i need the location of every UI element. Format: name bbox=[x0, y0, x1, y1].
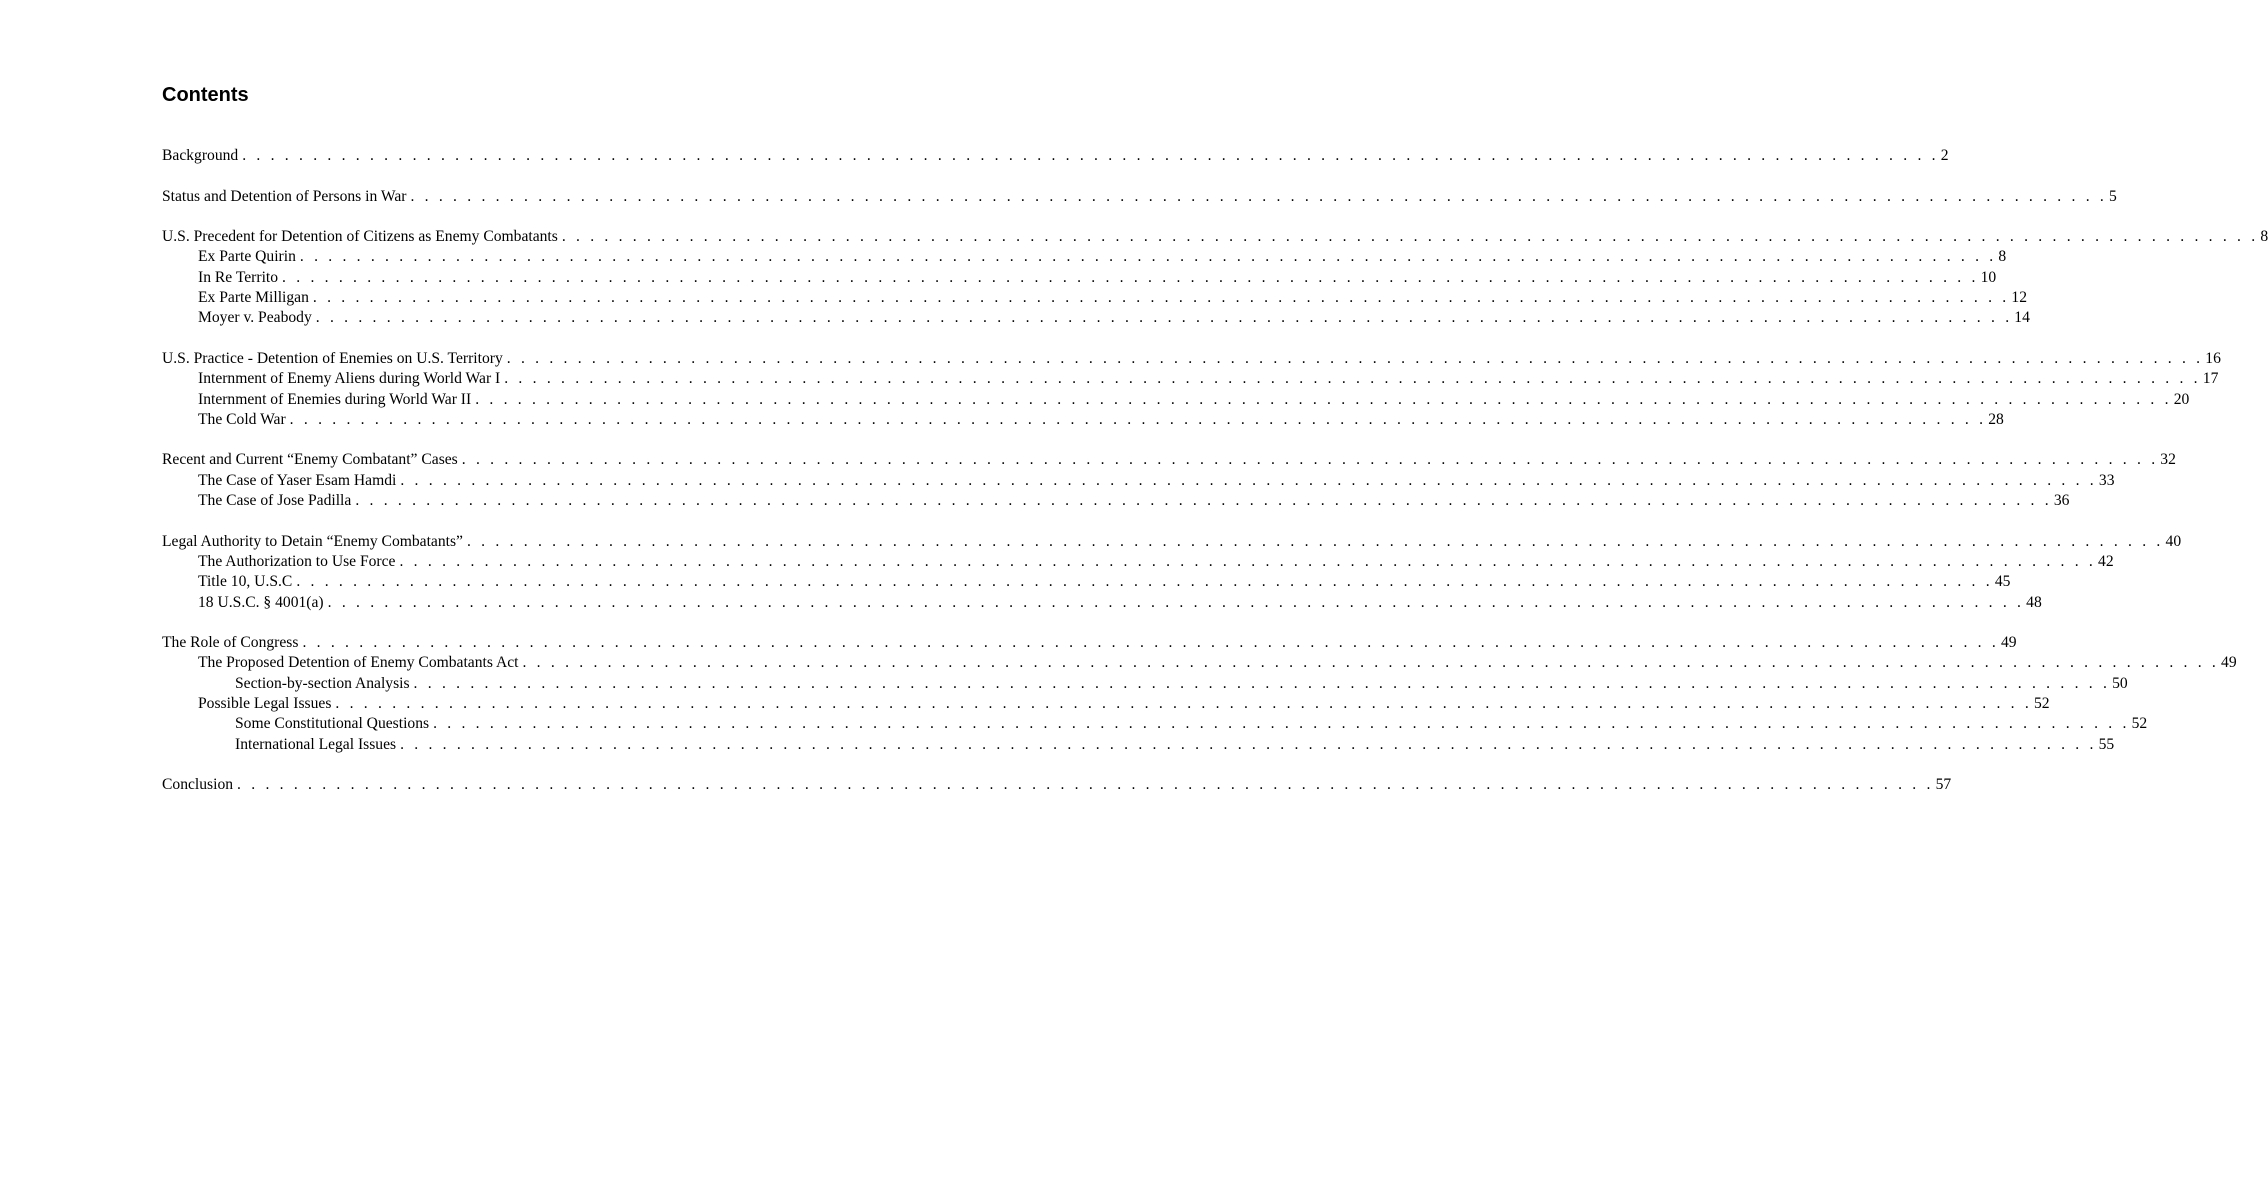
toc-entry-page-number: 5 bbox=[2109, 187, 2117, 205]
contents-heading: Contents bbox=[162, 84, 249, 106]
dot-leader: . . . . . . . . . . . . . . . . . . . . . . . . . . . . . . . . . . . . . . . . . . . . . . . . . . . . . . . . . . . . . . . . . . . . . . . . . . . . . . . . . . . . . . . . . . . . . . . . . . . . . . . . . . . . . . . . . . . . . . . . bbox=[522, 654, 2220, 672]
toc-entry-page-number: 48 bbox=[2026, 593, 2042, 611]
toc-entry-title: International Legal Issues bbox=[235, 735, 397, 753]
dot-leader: . . . . . . . . . . . . . . . . . . . . . . . . . . . . . . . . . . . . . . . . . . . . . . . . . . . . . . . . . . . . . . . . . . . . . . . . . . . . . . . . . . . . . . . . . . . . . . . . . . . . . . . . . . . . . . . . . . . . . . . . bbox=[561, 228, 2259, 246]
toc-entry-page-number: 10 bbox=[1980, 268, 1997, 286]
toc-entry-page-number: 57 bbox=[1935, 776, 1952, 794]
toc-section bbox=[162, 187, 2117, 207]
toc-entry[interactable] bbox=[162, 653, 2237, 673]
toc-entry[interactable] bbox=[162, 247, 2007, 267]
toc-section bbox=[162, 227, 2268, 328]
toc-entry-title: The Authorization to Use Force bbox=[198, 552, 396, 570]
dot-leader: . . . . . . . . . . . . . . . . . . . . . . . . . . . . . . . . . . . . . . . . . . . . . . . . . . . . . . . . . . . . . . . . . . . . . . . . . . . . . . . . . . . . . . . . . . . . . . . . . . . . . . . . . . . . . . . . . . . . . . . . bbox=[335, 695, 2032, 713]
toc-entry-page-number: 52 bbox=[2033, 695, 2050, 713]
dot-leader: . . . . . . . . . . . . . . . . . . . . . . . . . . . . . . . . . . . . . . . . . . . . . . . . . . . . . . . . . . . . . . . . . . . . . . . . . . . . . . . . . . . . . . . . . . . . . . . . . . . . . . . . . . . . . . . . . . . . . . . . bbox=[399, 552, 2097, 570]
toc-entry-title: Background bbox=[162, 147, 239, 164]
table-of-contents bbox=[162, 146, 2268, 816]
toc-entry[interactable] bbox=[162, 349, 2221, 369]
toc-entry-page-number: 49 bbox=[2000, 634, 2017, 652]
toc-entry-page-number: 49 bbox=[2221, 654, 2237, 672]
dot-leader: . . . . . . . . . . . . . . . . . . . . . . . . . . . . . . . . . . . . . . . . . . . . . . . . . . . . . . . . . . . . . . . . . . . . . . . . . . . . . . . . . . . . . . . . . . . . . . . . . . . . . . . . . . . . . . . . . . . . . . . . bbox=[315, 309, 2013, 327]
toc-entry[interactable] bbox=[162, 552, 2114, 572]
toc-entry-page-number: 20 bbox=[2173, 390, 2190, 408]
toc-entry-page-number: 42 bbox=[2098, 552, 2114, 570]
toc-entry-title: Internment of Enemies during World War II bbox=[198, 390, 472, 408]
toc-entry-title: The Proposed Detention of Enemy Combatants Act bbox=[198, 654, 519, 672]
dot-leader: . . . . . . . . . . . . . . . . . . . . . . . . . . . . . . . . . . . . . . . . . . . . . . . . . . . . . . . . . . . . . . . . . . . . . . . . . . . . . . . . . . . . . . . . . . . . . . . . . . . . . . . . . . . . . . . . . . . . . . . . bbox=[400, 735, 2097, 753]
dot-leader: . . . . . . . . . . . . . . . . . . . . . . . . . . . . . . . . . . . . . . . . . . . . . . . . . . . . . . . . . . . . . . . . . . . . . . . . . . . . . . . . . . . . . . . . . . . . . . . . . . . . . . . . . . . . . . . . . . . . . . . . bbox=[413, 674, 2111, 692]
toc-entry-page-number: 32 bbox=[2160, 451, 2176, 469]
dot-leader: . . . . . . . . . . . . . . . . . . . . . . . . . . . . . . . . . . . . . . . . . . . . . . . . . . . . . . . . . . . . . . . . . . . . . . . . . . . . . . . . . . . . . . . . . . . . . . . . . . . . . . . . . . . . . . . . . . . . . . . . bbox=[355, 492, 2052, 510]
toc-entry[interactable] bbox=[162, 410, 2004, 430]
toc-entry-title: Possible Legal Issues bbox=[198, 695, 332, 713]
toc-section bbox=[162, 775, 1952, 795]
toc-entry[interactable] bbox=[162, 775, 1952, 795]
toc-entry-page-number: 45 bbox=[1994, 573, 2011, 591]
toc-entry-title: Internment of Enemy Aliens during World War I bbox=[198, 370, 501, 388]
dot-leader: . . . . . . . . . . . . . . . . . . . . . . . . . . . . . . . . . . . . . . . . . . . . . . . . . . . . . . . . . . . . . . . . . . . . . . . . . . . . . . . . . . . . . . . . . . . . . . . . . . . . . . . . . . . . . . . . . . . . . . . . bbox=[410, 187, 2107, 205]
toc-entry[interactable] bbox=[162, 491, 2070, 511]
toc-entry-title: U.S. Precedent for Detention of Citizens as Enemy Combatants bbox=[162, 228, 558, 246]
toc-entry-page-number: 14 bbox=[2014, 309, 2030, 327]
dot-leader: . . . . . . . . . . . . . . . . . . . . . . . . . . . . . . . . . . . . . . . . . . . . . . . . . . . . . . . . . . . . . . . . . . . . . . . . . . . . . . . . . . . . . . . . . . . . . . . . . . . . . . . . . . . . . . . . . . . . . . . . bbox=[466, 532, 2164, 550]
toc-entry[interactable] bbox=[162, 633, 2017, 653]
toc-entry-page-number: 8 bbox=[1998, 248, 2007, 266]
toc-entry[interactable] bbox=[162, 369, 2219, 389]
toc-entry-page-number: 17 bbox=[2202, 370, 2219, 388]
toc-entry-title: Moyer v. Peabody bbox=[198, 309, 312, 327]
dot-leader: . . . . . . . . . . . . . . . . . . . . . . . . . . . . . . . . . . . . . . . . . . . . . . . . . . . . . . . . . . . . . . . . . . . . . . . . . . . . . . . . . . . . . . . . . . . . . . . . . . . . . . . . . . . . . . . . . . . . . . . . bbox=[475, 390, 2172, 408]
toc-entry-page-number: 40 bbox=[2165, 532, 2182, 550]
dot-leader: . . . . . . . . . . . . . . . . . . . . . . . . . . . . . . . . . . . . . . . . . . . . . . . . . . . . . . . . . . . . . . . . . . . . . . . . . . . . . . . . . . . . . . . . . . . . . . . . . . . . . . . . . . . . . . . . . . . . . . . . bbox=[506, 349, 2204, 367]
toc-entry-page-number: 50 bbox=[2112, 674, 2128, 692]
toc-entry-page-number: 52 bbox=[2131, 715, 2148, 733]
toc-entry-title: The Case of Yaser Esam Hamdi bbox=[198, 471, 397, 489]
dot-leader: . . . . . . . . . . . . . . . . . . . . . . . . . . . . . . . . . . . . . . . . . . . . . . . . . . . . . . . . . . . . . . . . . . . . . . . . . . . . . . . . . . . . . . . . . . . . . . . . . . . . . . . . . . . . . . . . . . . . . . . . bbox=[400, 471, 2097, 489]
toc-entry[interactable] bbox=[162, 187, 2117, 207]
toc-entry-title: Section-by-section Analysis bbox=[235, 674, 410, 692]
toc-entry-page-number: 28 bbox=[1988, 410, 2004, 428]
dot-leader: . . . . . . . . . . . . . . . . . . . . . . . . . . . . . . . . . . . . . . . . . . . . . . . . . . . . . . . . . . . . . . . . . . . . . . . . . . . . . . . . . . . . . . . . . . . . . . . . . . . . . . . . . . . . . . . . . . . . . . . . bbox=[504, 370, 2201, 388]
toc-section bbox=[162, 450, 2176, 511]
toc-entry-title: Ex Parte Quirin bbox=[198, 248, 296, 266]
dot-leader: . . . . . . . . . . . . . . . . . . . . . . . . . . . . . . . . . . . . . . . . . . . . . . . . . . . . . . . . . . . . . . . . . . . . . . . . . . . . . . . . . . . . . . . . . . . . . . . . . . . . . . . . . . . . . . . . . . . . . . . . bbox=[282, 268, 1979, 286]
toc-entry[interactable] bbox=[162, 450, 2176, 470]
toc-entry[interactable] bbox=[162, 694, 2050, 714]
toc-entry-page-number: 33 bbox=[2098, 471, 2115, 489]
toc-entry-page-number: 2 bbox=[1940, 147, 1949, 164]
toc-entry-title: Ex Parte Milligan bbox=[198, 289, 309, 307]
toc-entry-page-number: 8 bbox=[2260, 228, 2268, 246]
toc-entry[interactable] bbox=[162, 308, 2030, 328]
toc-entry-title: The Case of Jose Padilla bbox=[198, 492, 352, 510]
toc-entry[interactable] bbox=[162, 572, 2011, 592]
dot-leader: . . . . . . . . . . . . . . . . . . . . . . . . . . . . . . . . . . . . . . . . . . . . . . . . . . . . . . . . . . . . . . . . . . . . . . . . . . . . . . . . . . . . . . . . . . . . . . . . . . . . . . . . . . . . . . . . . . . . . . . . bbox=[296, 573, 1993, 591]
toc-entry-title: Recent and Current “Enemy Combatant” Cases bbox=[162, 451, 458, 469]
toc-entry[interactable] bbox=[162, 227, 2268, 247]
toc-entry-title: The Cold War bbox=[198, 410, 286, 428]
dot-leader: . . . . . . . . . . . . . . . . . . . . . . . . . . . . . . . . . . . . . . . . . . . . . . . . . . . . . . . . . . . . . . . . . . . . . . . . . . . . . . . . . . . . . . . . . . . . . . . . . . . . . . . . . . . . . . . . . . . . . . . . bbox=[327, 593, 2025, 611]
toc-entry-title: Some Constitutional Questions bbox=[235, 715, 430, 733]
dot-leader: . . . . . . . . . . . . . . . . . . . . . . . . . . . . . . . . . . . . . . . . . . . . . . . . . . . . . . . . . . . . . . . . . . . . . . . . . . . . . . . . . . . . . . . . . . . . . . . . . . . . . . . . . . . . . . . . . . . . . . . . bbox=[299, 248, 1997, 266]
dot-leader: . . . . . . . . . . . . . . . . . . . . . . . . . . . . . . . . . . . . . . . . . . . . . . . . . . . . . . . . . . . . . . . . . . . . . . . . . . . . . . . . . . . . . . . . . . . . . . . . . . . . . . . . . . . . . . . . . . . . . . . . bbox=[289, 410, 1987, 428]
toc-entry-title: The Role of Congress bbox=[162, 634, 299, 652]
toc-entry-page-number: 36 bbox=[2053, 492, 2070, 510]
toc-section bbox=[162, 349, 2221, 430]
toc-entry-title: Title 10, U.S.C bbox=[198, 573, 293, 591]
toc-entry-title: In Re Territo bbox=[198, 268, 279, 286]
toc-entry[interactable] bbox=[162, 390, 2190, 410]
toc-entry[interactable] bbox=[162, 714, 2148, 734]
toc-entry-page-number: 12 bbox=[2011, 289, 2027, 307]
toc-entry-page-number: 16 bbox=[2205, 349, 2221, 367]
toc-entry[interactable] bbox=[162, 288, 2027, 308]
dot-leader: . . . . . . . . . . . . . . . . . . . . . . . . . . . . . . . . . . . . . . . . . . . . . . . . . . . . . . . . . . . . . . . . . . . . . . . . . . . . . . . . . . . . . . . . . . . . . . . . . . . . . . . . . . . . . . . . . . . . . . . . bbox=[237, 776, 1934, 794]
dot-leader: . . . . . . . . . . . . . . . . . . . . . . . . . . . . . . . . . . . . . . . . . . . . . . . . . . . . . . . . . . . . . . . . . . . . . . . . . . . . . . . . . . . . . . . . . . . . . . . . . . . . . . . . . . . . . . . . . . . . . . . . bbox=[433, 715, 2130, 733]
toc-entry-title: Status and Detention of Persons in War bbox=[162, 187, 407, 205]
toc-entry[interactable] bbox=[162, 735, 2115, 755]
dot-leader: . . . . . . . . . . . . . . . . . . . . . . . . . . . . . . . . . . . . . . . . . . . . . . . . . . . . . . . . . . . . . . . . . . . . . . . . . . . . . . . . . . . . . . . . . . . . . . . . . . . . . . . . . . . . . . . . . . . . . . . . bbox=[302, 634, 1999, 652]
toc-section bbox=[162, 532, 2182, 613]
toc-section bbox=[162, 146, 1949, 166]
toc-entry[interactable] bbox=[162, 532, 2182, 552]
dot-leader: . . . . . . . . . . . . . . . . . . . . . . . . . . . . . . . . . . . . . . . . . . . . . . . . . . . . . . . . . . . . . . . . . . . . . . . . . . . . . . . . . . . . . . . . . . . . . . . . . . . . . . . . . . . . . . . . . . . . . . . . bbox=[312, 289, 2010, 307]
toc-entry[interactable] bbox=[162, 146, 1949, 166]
toc-entry-title: U.S. Practice - Detention of Enemies on U.S. Territory bbox=[162, 349, 503, 367]
dot-leader: . . . . . . . . . . . . . . . . . . . . . . . . . . . . . . . . . . . . . . . . . . . . . . . . . . . . . . . . . . . . . . . . . . . . . . . . . . . . . . . . . . . . . . . . . . . . . . . . . . . . . . . . . . . . . . . . . . . . . . . . bbox=[242, 147, 1939, 164]
dot-leader: . . . . . . . . . . . . . . . . . . . . . . . . . . . . . . . . . . . . . . . . . . . . . . . . . . . . . . . . . . . . . . . . . . . . . . . . . . . . . . . . . . . . . . . . . . . . . . . . . . . . . . . . . . . . . . . . . . . . . . . . bbox=[461, 451, 2159, 469]
toc-entry[interactable] bbox=[162, 593, 2042, 613]
toc-entry-title: 18 U.S.C. § 4001(a) bbox=[198, 593, 324, 611]
toc-entry-page-number: 55 bbox=[2098, 735, 2115, 753]
toc-entry-title: Legal Authority to Detain “Enemy Combatants” bbox=[162, 532, 463, 550]
toc-entry[interactable] bbox=[162, 471, 2115, 491]
toc-section bbox=[162, 633, 2237, 755]
toc-entry[interactable] bbox=[162, 268, 1997, 288]
toc-entry[interactable] bbox=[162, 674, 2128, 694]
toc-entry-title: Conclusion bbox=[162, 776, 234, 794]
